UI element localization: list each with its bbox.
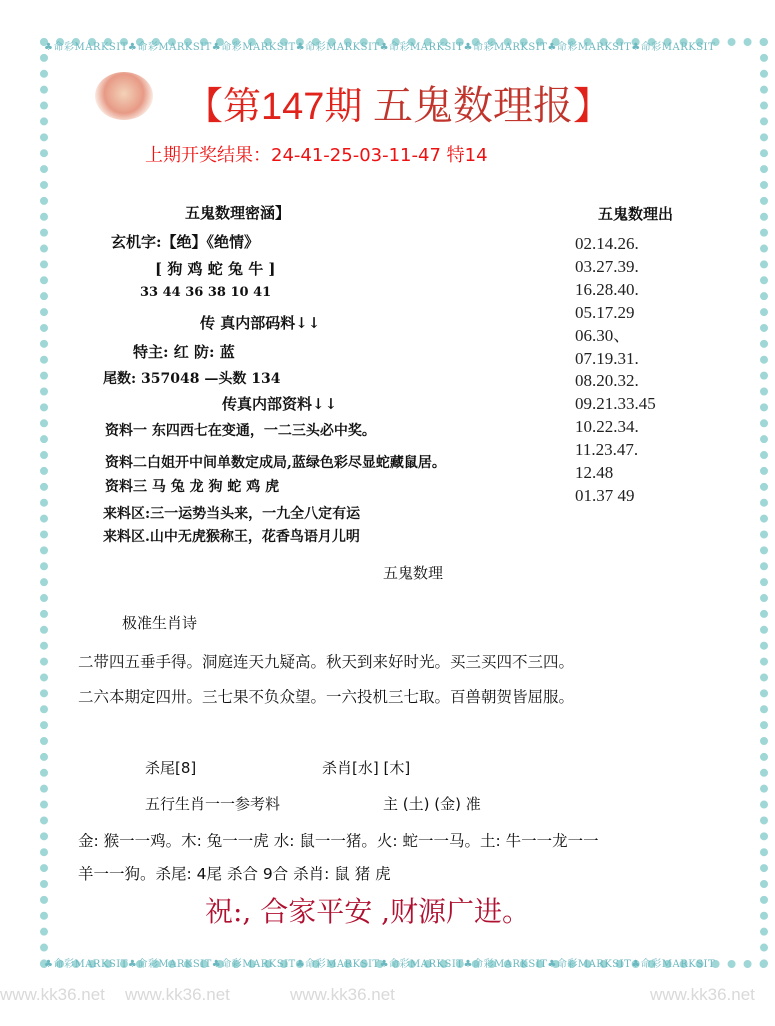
number-line: 07.19.31.: [575, 348, 639, 368]
ziliao-3: 资料三 马 兔 龙 狗 蛇 鸡 虎: [105, 479, 280, 495]
poem-line-1: 二带四五垂手得。洞庭连天九疑高。秋天到来好时光。买三买四不三四。: [78, 653, 575, 671]
ziliao-1: 资料一 东四西七在变通，一二三头必中奖。: [105, 423, 376, 439]
wuxing-line-2: 羊一一狗。杀尾: 4尾 杀合 9合 杀肖: 鼠 猪 虎: [78, 865, 391, 883]
number-line: 03.27.39.: [575, 256, 639, 276]
number-line: 06.30、: [575, 325, 631, 345]
laiyu-1: 来料区:三一运势当头来，一九全八定有运: [103, 506, 361, 522]
number-line: 02.14.26.: [575, 234, 639, 253]
border-pattern-top: ♣命彩MARKSIT♣命彩MARKSIT♣命彩MARKSIT♣命彩MARKSIT♣命彩MARKSIT♣命彩MARKSIT♣命彩MARKSIT♣命彩MARKSIT: [44, 42, 716, 53]
number-line: 01.37 49: [575, 485, 635, 505]
number-column: [575, 233, 656, 508]
poem-line-2: 二六本期定四卅。三七果不负众望。一六投机三七取。百兽朝贺皆屈服。: [78, 688, 575, 706]
number-line: 08.20.32.: [575, 371, 639, 391]
title-bracket-open: 【: [185, 86, 224, 128]
fax-heading-1: 传 真内部码料↓↓: [200, 314, 321, 332]
laiyu-2: 来料区.山中无虎猴称王，花香鸟语月儿明: [103, 529, 360, 545]
last-result: 上期开奖结果：24-41-25-03-11-47 特14: [145, 145, 488, 166]
page-title: [185, 74, 611, 131]
sha-xiao: 杀肖[水] [木]: [322, 759, 411, 777]
zhu-text: 主 (土) (金) 准: [383, 795, 481, 813]
number-line: 16.28.40.: [575, 279, 639, 299]
avatar-image: [95, 72, 153, 120]
section-title: 五鬼数理: [383, 564, 444, 582]
number-line: 09.21.33.45: [575, 394, 656, 414]
ziliao-2: 资料二白姐开中间单数定成局,蓝绿色彩尽显蛇藏鼠居。: [105, 455, 446, 471]
number-line: 12.48: [575, 463, 614, 483]
left-heading: 五鬼数理密涵】: [185, 204, 291, 222]
poem-title: 极准生肖诗: [122, 614, 198, 632]
right-heading: 五鬼数理出: [598, 205, 674, 223]
zodiac-list: [ 狗 鸡 蛇 兔 牛 ]: [155, 260, 276, 278]
title-bracket-close: 】: [572, 86, 611, 128]
number-line: 05.17.29: [575, 302, 635, 322]
blessing: 祝:, 合家平安 ,财源广进。: [205, 895, 531, 928]
watermark: www.kk36.net: [290, 985, 395, 1004]
fax-heading-2: 传真内部资料↓↓: [222, 395, 338, 413]
number-line: 10.22.34.: [575, 417, 639, 437]
number-list: 33 44 36 38 10 41: [140, 285, 272, 300]
issue-number: 第147期: [223, 86, 363, 128]
watermark: www.kk36.net: [650, 985, 755, 1004]
wuxing-heading: 五行生肖一一参考料: [145, 795, 281, 813]
paper-name: 五鬼数理报: [372, 83, 573, 129]
watermark: www.kk36.net: [0, 985, 105, 1004]
te-zhu: 特主: 红 防: 蓝: [133, 343, 235, 361]
xuanji-text: 玄机字:【绝】《绝情》: [111, 233, 260, 251]
sha-wei: 杀尾[8]: [145, 759, 197, 777]
wuxing-line-1: 金: 猴一一鸡。木: 兔一一虎 水: 鼠一一猪。火: 蛇一一马。土: 牛一一龙一一: [78, 832, 599, 850]
border-pattern-bottom: ♣命彩MARKSIT♣命彩MARKSIT♣命彩MARKSIT♣命彩MARKSIT♣命彩MARKSIT♣命彩MARKSIT♣命彩MARKSIT♣命彩MARKSIT: [44, 959, 716, 970]
watermark: www.kk36.net: [125, 985, 230, 1004]
number-line: 11.23.47.: [575, 440, 639, 460]
wei-shu: 尾数: 357048 —头数 134: [103, 371, 281, 387]
